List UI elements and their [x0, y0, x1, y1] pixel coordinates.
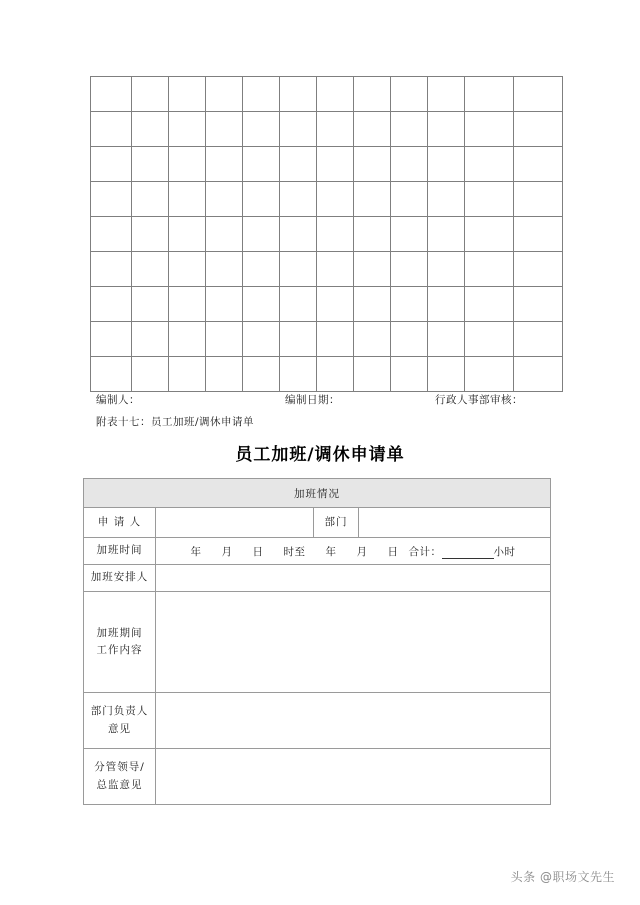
grid-cell[interactable] — [428, 357, 465, 392]
department-input[interactable] — [359, 508, 551, 538]
grid-cell[interactable] — [243, 77, 280, 112]
grid-cell[interactable] — [243, 252, 280, 287]
form-row-applicant — [84, 508, 551, 538]
grid-cell[interactable] — [243, 287, 280, 322]
work-content-label — [84, 592, 156, 693]
grid-cell[interactable] — [280, 287, 317, 322]
leader-opinion-label-line1: 分管领导/ — [94, 761, 145, 774]
grid-cell[interactable] — [465, 147, 514, 182]
dept-head-opinion-label-line2: 意见 — [108, 722, 131, 735]
grid-cell[interactable] — [206, 252, 243, 287]
grid-cell[interactable] — [514, 182, 563, 217]
month-end-label: 月 — [356, 545, 368, 558]
grid-cell[interactable] — [280, 147, 317, 182]
grid-cell[interactable] — [428, 287, 465, 322]
grid-cell[interactable] — [391, 252, 428, 287]
grid-cell[interactable] — [317, 77, 354, 112]
grid-cell[interactable] — [169, 287, 206, 322]
applicant-label: 申 请 人 — [84, 508, 156, 538]
grid-cell[interactable] — [428, 322, 465, 357]
grid-cell[interactable] — [354, 77, 391, 112]
hr-audit-label: 行政人事部审核： — [435, 394, 523, 406]
compile-date-label: 编制日期： — [285, 394, 340, 406]
leader-opinion-input[interactable] — [156, 749, 551, 805]
grid-cell[interactable] — [317, 357, 354, 392]
grid-cell[interactable] — [132, 217, 169, 252]
table-row — [91, 77, 563, 112]
grid-cell[interactable] — [280, 217, 317, 252]
grid-cell[interactable] — [465, 182, 514, 217]
grid-cell[interactable] — [428, 182, 465, 217]
form-row-work-content — [84, 592, 551, 693]
grid-cell[interactable] — [280, 322, 317, 357]
grid-cell[interactable] — [91, 217, 132, 252]
hours-unit-label: 小时 — [493, 545, 516, 558]
hour-to-label: 时至 — [283, 545, 306, 558]
leader-opinion-label — [84, 749, 156, 805]
grid-cell[interactable] — [91, 357, 132, 392]
grid-cell[interactable] — [514, 322, 563, 357]
grid-cell[interactable] — [169, 147, 206, 182]
day-end-label: 日 — [387, 545, 399, 558]
month-start-label: 月 — [221, 545, 233, 558]
table-row — [91, 217, 563, 252]
arranger-input[interactable] — [156, 565, 551, 592]
work-content-label-line1: 加班期间 — [96, 626, 143, 639]
work-content-input[interactable] — [156, 592, 551, 693]
blank-grid-body — [91, 77, 563, 392]
grid-cell[interactable] — [91, 322, 132, 357]
table-row — [91, 357, 563, 392]
grid-cell[interactable] — [91, 182, 132, 217]
grid-cell[interactable] — [428, 252, 465, 287]
form-row-dept-head-opinion — [84, 693, 551, 749]
blank-grid-table — [90, 76, 563, 392]
grid-cell[interactable] — [280, 112, 317, 147]
grid-cell[interactable] — [317, 252, 354, 287]
leader-opinion-label-line2: 总监意见 — [96, 778, 143, 791]
attachment-reference-line: 附表十七：员工加班/调休申请单 — [96, 416, 255, 428]
year-start-label: 年 — [190, 545, 202, 558]
table-row — [91, 147, 563, 182]
form-row-overtime-period — [84, 538, 551, 565]
grid-cell[interactable] — [132, 112, 169, 147]
grid-cell[interactable] — [317, 287, 354, 322]
grid-cell[interactable] — [514, 147, 563, 182]
grid-cell[interactable] — [206, 112, 243, 147]
grid-cell[interactable] — [465, 217, 514, 252]
grid-cell[interactable] — [354, 112, 391, 147]
dept-head-opinion-label-line1: 部门负责人 — [90, 705, 149, 718]
grid-cell[interactable] — [514, 287, 563, 322]
grid-cell[interactable] — [354, 147, 391, 182]
watermark-credit: 头条 @职场文先生 — [510, 870, 615, 884]
grid-cell[interactable] — [280, 252, 317, 287]
grid-cell[interactable] — [91, 252, 132, 287]
grid-cell[interactable] — [132, 182, 169, 217]
grid-cell[interactable] — [91, 112, 132, 147]
grid-cell[interactable] — [391, 112, 428, 147]
grid-cell[interactable] — [132, 322, 169, 357]
grid-cell[interactable] — [514, 357, 563, 392]
grid-cell[interactable] — [391, 217, 428, 252]
grid-cell[interactable] — [465, 112, 514, 147]
grid-cell[interactable] — [280, 77, 317, 112]
grid-cell[interactable] — [391, 77, 428, 112]
grid-cell[interactable] — [280, 357, 317, 392]
form-row-leader-opinion — [84, 749, 551, 805]
grid-cell[interactable] — [317, 182, 354, 217]
dept-head-opinion-label — [84, 693, 156, 749]
grid-cell[interactable] — [428, 217, 465, 252]
grid-cell[interactable] — [169, 252, 206, 287]
form-header-row — [84, 479, 551, 508]
table-row — [91, 182, 563, 217]
grid-cell[interactable] — [91, 147, 132, 182]
work-content-label-line2: 工作内容 — [96, 644, 143, 656]
grid-cell[interactable] — [132, 287, 169, 322]
grid-cell[interactable] — [132, 357, 169, 392]
grid-cell[interactable] — [132, 252, 169, 287]
grid-cell[interactable] — [354, 182, 391, 217]
overtime-application-form — [83, 478, 551, 805]
page-title: 员工加班/调休申请单 — [235, 445, 405, 465]
grid-cell[interactable] — [132, 77, 169, 112]
grid-cell[interactable] — [391, 147, 428, 182]
grid-cell[interactable] — [465, 77, 514, 112]
grid-cell[interactable] — [354, 252, 391, 287]
arranger-label: 加班安排人 — [84, 565, 156, 592]
grid-cell[interactable] — [91, 77, 132, 112]
table-row — [91, 322, 563, 357]
overtime-time-input[interactable] — [156, 538, 551, 565]
table-row — [91, 112, 563, 147]
grid-cell[interactable] — [428, 147, 465, 182]
grid-cell[interactable] — [91, 287, 132, 322]
grid-cell[interactable] — [354, 217, 391, 252]
grid-cell[interactable] — [169, 182, 206, 217]
grid-cell[interactable] — [465, 252, 514, 287]
grid-cell[interactable] — [514, 112, 563, 147]
day-start-label: 日 — [252, 545, 264, 558]
grid-cell[interactable] — [465, 322, 514, 357]
form-section-header: 加班情况 — [84, 479, 551, 508]
form-row-arranger — [84, 565, 551, 592]
grid-cell[interactable] — [169, 322, 206, 357]
total-hours-label: 合计： — [408, 545, 442, 558]
grid-cell[interactable] — [354, 287, 391, 322]
grid-cell[interactable] — [317, 322, 354, 357]
year-end-label: 年 — [325, 545, 337, 558]
grid-cell[interactable] — [317, 112, 354, 147]
table-row — [91, 252, 563, 287]
grid-cell[interactable] — [428, 77, 465, 112]
grid-cell[interactable] — [391, 322, 428, 357]
grid-cell[interactable] — [354, 357, 391, 392]
grid-cell[interactable] — [243, 182, 280, 217]
overtime-time-label: 加班时间 — [84, 538, 156, 565]
grid-cell[interactable] — [169, 112, 206, 147]
total-hours-input[interactable] — [442, 547, 494, 559]
grid-cell[interactable] — [206, 217, 243, 252]
grid-cell[interactable] — [280, 182, 317, 217]
department-label: 部门 — [314, 508, 359, 538]
grid-cell[interactable] — [206, 322, 243, 357]
grid-cell[interactable] — [465, 287, 514, 322]
grid-cell[interactable] — [169, 217, 206, 252]
grid-cell[interactable] — [206, 357, 243, 392]
grid-cell[interactable] — [206, 182, 243, 217]
grid-cell[interactable] — [514, 217, 563, 252]
grid-cell[interactable] — [206, 287, 243, 322]
grid-cell[interactable] — [169, 357, 206, 392]
grid-cell[interactable] — [465, 357, 514, 392]
grid-cell[interactable] — [317, 147, 354, 182]
form-body — [84, 479, 551, 805]
grid-cell[interactable] — [428, 112, 465, 147]
grid-cell[interactable] — [206, 77, 243, 112]
grid-cell[interactable] — [243, 217, 280, 252]
grid-cell[interactable] — [391, 287, 428, 322]
grid-cell[interactable] — [391, 182, 428, 217]
grid-cell[interactable] — [169, 77, 206, 112]
applicant-input[interactable] — [156, 508, 314, 538]
grid-cell[interactable] — [391, 357, 428, 392]
grid-cell[interactable] — [514, 252, 563, 287]
grid-cell[interactable] — [243, 357, 280, 392]
grid-cell[interactable] — [317, 217, 354, 252]
grid-cell[interactable] — [206, 147, 243, 182]
grid-cell[interactable] — [354, 322, 391, 357]
grid-cell[interactable] — [243, 322, 280, 357]
grid-cell[interactable] — [243, 112, 280, 147]
table-row — [91, 287, 563, 322]
grid-cell[interactable] — [243, 147, 280, 182]
grid-cell[interactable] — [132, 147, 169, 182]
dept-head-opinion-input[interactable] — [156, 693, 551, 749]
author-label: 编制人： — [96, 394, 140, 406]
grid-cell[interactable] — [514, 77, 563, 112]
